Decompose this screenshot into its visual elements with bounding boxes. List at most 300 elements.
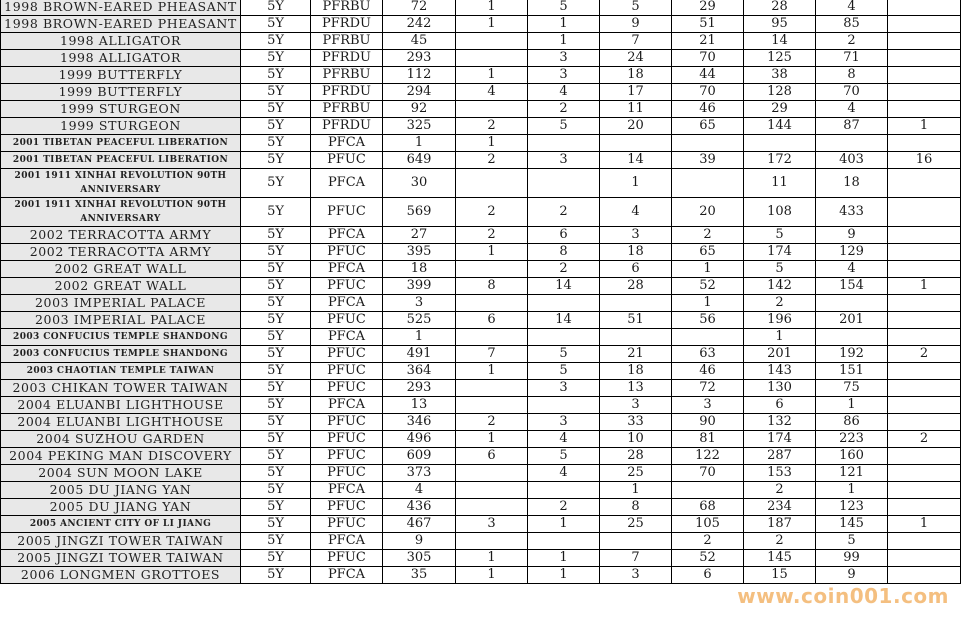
grade-col-2-cell[interactable]: 5 [528,448,600,465]
grade-col-3-cell[interactable]: 33 [600,414,672,431]
grade-col-7-cell[interactable] [888,261,961,278]
coin-name-cell[interactable]: 2004 PEKING MAN DISCOVERY [1,448,241,465]
grade-col-1-cell[interactable] [456,33,528,50]
grade-col-4-cell[interactable]: 52 [672,278,744,295]
coin-name-cell[interactable]: 1998 BROWN-EARED PHEASANT [1,0,241,16]
grade-col-7-cell[interactable] [888,33,961,50]
term-cell[interactable]: 5Y [241,227,311,244]
grade-col-3-cell[interactable]: 24 [600,50,672,67]
total-cell[interactable]: 30 [383,169,456,198]
grade-code-cell[interactable]: PFCA [311,135,383,152]
grade-col-5-cell[interactable]: 287 [744,448,816,465]
grade-col-5-cell[interactable]: 29 [744,101,816,118]
table-row[interactable] [1,261,961,278]
grade-col-1-cell[interactable] [456,533,528,550]
grade-col-1-cell[interactable] [456,397,528,414]
grade-col-6-cell[interactable]: 4 [816,0,888,16]
grade-col-4-cell[interactable]: 90 [672,414,744,431]
grade-col-7-cell[interactable] [888,465,961,482]
grade-col-4-cell[interactable]: 105 [672,516,744,533]
total-cell[interactable]: 467 [383,516,456,533]
total-cell[interactable]: 569 [383,198,456,227]
total-cell[interactable]: 293 [383,50,456,67]
term-cell[interactable]: 5Y [241,135,311,152]
coin-name-cell[interactable]: 2003 IMPERIAL PALACE [1,312,241,329]
grade-code-cell[interactable]: PFUC [311,448,383,465]
grade-col-3-cell[interactable]: 25 [600,516,672,533]
grade-col-3-cell[interactable]: 5 [600,0,672,16]
table-row[interactable] [1,363,961,380]
grade-col-5-cell[interactable]: 108 [744,198,816,227]
grade-col-3-cell[interactable]: 18 [600,363,672,380]
grade-col-7-cell[interactable] [888,198,961,227]
grade-col-5-cell[interactable]: 128 [744,84,816,101]
coin-name-cell[interactable]: 2001 TIBETAN PEACEFUL LIBERATION [1,135,241,152]
grade-col-4-cell[interactable]: 65 [672,118,744,135]
total-cell[interactable]: 27 [383,227,456,244]
grade-col-1-cell[interactable] [456,169,528,198]
grade-col-5-cell[interactable] [744,135,816,152]
grade-col-4-cell[interactable]: 52 [672,550,744,567]
table-row[interactable] [1,533,961,550]
table-row[interactable] [1,346,961,363]
grade-col-7-cell[interactable] [888,448,961,465]
grade-code-cell[interactable]: PFCA [311,567,383,584]
grade-col-7-cell[interactable]: 1 [888,516,961,533]
table-row[interactable] [1,516,961,533]
grade-col-4-cell[interactable]: 70 [672,465,744,482]
term-cell[interactable]: 5Y [241,380,311,397]
grade-col-6-cell[interactable]: 192 [816,346,888,363]
table-row[interactable] [1,244,961,261]
term-cell[interactable]: 5Y [241,244,311,261]
coin-name-cell[interactable]: 1998 ALLIGATOR [1,33,241,50]
term-cell[interactable]: 5Y [241,533,311,550]
grade-col-6-cell[interactable]: 145 [816,516,888,533]
grade-col-2-cell[interactable] [528,397,600,414]
grade-col-2-cell[interactable] [528,135,600,152]
grade-col-5-cell[interactable]: 14 [744,33,816,50]
coin-name-cell[interactable]: 2005 JINGZI TOWER TAIWAN [1,533,241,550]
coin-name-cell[interactable]: 1999 STURGEON [1,101,241,118]
grade-col-1-cell[interactable]: 8 [456,278,528,295]
grade-col-1-cell[interactable]: 1 [456,431,528,448]
grade-col-6-cell[interactable]: 8 [816,67,888,84]
total-cell[interactable]: 35 [383,567,456,584]
grade-code-cell[interactable]: PFRBU [311,67,383,84]
grade-col-7-cell[interactable] [888,567,961,584]
grade-col-1-cell[interactable]: 2 [456,198,528,227]
grade-col-1-cell[interactable] [456,261,528,278]
grade-col-6-cell[interactable]: 151 [816,363,888,380]
coin-name-cell[interactable]: 2003 CHIKAN TOWER TAIWAN [1,380,241,397]
term-cell[interactable]: 5Y [241,397,311,414]
grade-col-1-cell[interactable]: 1 [456,363,528,380]
grade-col-7-cell[interactable] [888,312,961,329]
term-cell[interactable]: 5Y [241,482,311,499]
term-cell[interactable]: 5Y [241,499,311,516]
term-cell[interactable]: 5Y [241,329,311,346]
grade-col-7-cell[interactable] [888,84,961,101]
grade-col-2-cell[interactable]: 2 [528,198,600,227]
total-cell[interactable]: 92 [383,101,456,118]
grade-col-3-cell[interactable]: 13 [600,380,672,397]
table-row[interactable] [1,227,961,244]
grade-code-cell[interactable]: PFCA [311,261,383,278]
grade-col-5-cell[interactable]: 5 [744,227,816,244]
grade-col-4-cell[interactable]: 1 [672,261,744,278]
grade-col-3-cell[interactable]: 11 [600,101,672,118]
coin-name-cell[interactable]: 2003 IMPERIAL PALACE [1,295,241,312]
grade-col-4-cell[interactable]: 21 [672,33,744,50]
grade-col-1-cell[interactable]: 3 [456,516,528,533]
grade-col-1-cell[interactable] [456,50,528,67]
grade-code-cell[interactable]: PFRBU [311,0,383,16]
grade-col-6-cell[interactable]: 201 [816,312,888,329]
grade-code-cell[interactable]: PFUC [311,363,383,380]
grade-col-6-cell[interactable]: 70 [816,84,888,101]
term-cell[interactable]: 5Y [241,50,311,67]
table-row[interactable] [1,380,961,397]
total-cell[interactable]: 45 [383,33,456,50]
term-cell[interactable]: 5Y [241,312,311,329]
grade-col-7-cell[interactable] [888,499,961,516]
grade-col-7-cell[interactable] [888,363,961,380]
grade-col-3-cell[interactable]: 8 [600,499,672,516]
grade-code-cell[interactable]: PFUC [311,198,383,227]
grade-col-2-cell[interactable]: 2 [528,101,600,118]
grade-col-7-cell[interactable] [888,295,961,312]
grade-col-6-cell[interactable]: 2 [816,33,888,50]
grade-col-7-cell[interactable] [888,329,961,346]
grade-col-5-cell[interactable]: 143 [744,363,816,380]
grade-col-5-cell[interactable]: 38 [744,67,816,84]
grade-col-2-cell[interactable]: 5 [528,363,600,380]
grade-col-4-cell[interactable]: 6 [672,567,744,584]
grade-col-5-cell[interactable]: 187 [744,516,816,533]
grade-col-2-cell[interactable]: 8 [528,244,600,261]
grade-code-cell[interactable]: PFRBU [311,33,383,50]
table-row[interactable] [1,567,961,584]
table-row[interactable] [1,499,961,516]
grade-code-cell[interactable]: PFCA [311,295,383,312]
grade-col-7-cell[interactable]: 2 [888,346,961,363]
grade-col-3-cell[interactable] [600,533,672,550]
grade-col-2-cell[interactable] [528,482,600,499]
grade-code-cell[interactable]: PFUC [311,516,383,533]
grade-col-1-cell[interactable]: 7 [456,346,528,363]
total-cell[interactable]: 609 [383,448,456,465]
grade-col-4-cell[interactable]: 39 [672,152,744,169]
grade-col-3-cell[interactable]: 3 [600,567,672,584]
term-cell[interactable]: 5Y [241,295,311,312]
grade-col-2-cell[interactable]: 5 [528,346,600,363]
grade-col-4-cell[interactable]: 2 [672,533,744,550]
table-row[interactable] [1,312,961,329]
grade-col-1-cell[interactable] [456,329,528,346]
grade-col-2-cell[interactable]: 1 [528,567,600,584]
grade-col-5-cell[interactable]: 174 [744,431,816,448]
grade-col-2-cell[interactable]: 1 [528,516,600,533]
grade-col-1-cell[interactable] [456,482,528,499]
term-cell[interactable]: 5Y [241,516,311,533]
table-row[interactable] [1,448,961,465]
table-row[interactable] [1,169,961,198]
grade-col-3-cell[interactable] [600,329,672,346]
table-row[interactable] [1,0,961,16]
coin-name-cell[interactable]: 2001 1911 XINHAI REVOLUTION 90TH ANNIVERSARY [1,198,241,227]
term-cell[interactable]: 5Y [241,414,311,431]
coin-name-cell[interactable]: 2005 ANCIENT CITY OF LI JIANG [1,516,241,533]
grade-col-4-cell[interactable]: 44 [672,67,744,84]
grade-col-6-cell[interactable]: 18 [816,169,888,198]
total-cell[interactable]: 496 [383,431,456,448]
grade-col-4-cell[interactable]: 1 [672,295,744,312]
grade-col-5-cell[interactable]: 1 [744,329,816,346]
grade-col-6-cell[interactable]: 1 [816,397,888,414]
grade-col-4-cell[interactable]: 72 [672,380,744,397]
grade-col-6-cell[interactable]: 121 [816,465,888,482]
grade-col-6-cell[interactable]: 129 [816,244,888,261]
grade-col-4-cell[interactable]: 70 [672,50,744,67]
total-cell[interactable]: 373 [383,465,456,482]
grade-col-1-cell[interactable]: 1 [456,550,528,567]
grade-col-4-cell[interactable] [672,135,744,152]
total-cell[interactable]: 1 [383,135,456,152]
grade-col-6-cell[interactable] [816,329,888,346]
grade-col-3-cell[interactable]: 21 [600,346,672,363]
table-row[interactable] [1,550,961,567]
term-cell[interactable]: 5Y [241,550,311,567]
grade-col-2-cell[interactable]: 6 [528,227,600,244]
term-cell[interactable]: 5Y [241,0,311,16]
grade-col-7-cell[interactable] [888,169,961,198]
grade-code-cell[interactable]: PFRDU [311,16,383,33]
grade-code-cell[interactable]: PFUC [311,499,383,516]
grade-code-cell[interactable]: PFCA [311,533,383,550]
grade-col-5-cell[interactable]: 5 [744,261,816,278]
grade-col-5-cell[interactable]: 11 [744,169,816,198]
coin-name-cell[interactable]: 2002 TERRACOTTA ARMY [1,227,241,244]
grade-col-3-cell[interactable]: 1 [600,482,672,499]
grade-col-1-cell[interactable]: 2 [456,414,528,431]
grade-col-7-cell[interactable] [888,67,961,84]
coin-name-cell[interactable]: 2002 GREAT WALL [1,278,241,295]
grade-col-5-cell[interactable]: 201 [744,346,816,363]
table-row[interactable] [1,465,961,482]
table-row[interactable] [1,278,961,295]
total-cell[interactable]: 364 [383,363,456,380]
coin-name-cell[interactable]: 2003 CONFUCIUS TEMPLE SHANDONG [1,329,241,346]
coin-name-cell[interactable]: 2003 CONFUCIUS TEMPLE SHANDONG [1,346,241,363]
term-cell[interactable]: 5Y [241,448,311,465]
table-row[interactable] [1,135,961,152]
table-row[interactable] [1,397,961,414]
grade-col-7-cell[interactable]: 1 [888,118,961,135]
grade-col-6-cell[interactable]: 223 [816,431,888,448]
grade-col-3-cell[interactable]: 17 [600,84,672,101]
coin-name-cell[interactable]: 1998 BROWN-EARED PHEASANT [1,16,241,33]
grade-col-7-cell[interactable] [888,550,961,567]
grade-col-1-cell[interactable]: 1 [456,567,528,584]
grade-col-6-cell[interactable] [816,135,888,152]
grade-col-3-cell[interactable]: 6 [600,261,672,278]
grade-col-7-cell[interactable] [888,16,961,33]
table-row[interactable] [1,482,961,499]
grade-col-2-cell[interactable]: 4 [528,84,600,101]
table-row[interactable] [1,152,961,169]
table-row[interactable] [1,84,961,101]
total-cell[interactable]: 3 [383,295,456,312]
grade-col-3-cell[interactable]: 18 [600,244,672,261]
table-row[interactable] [1,431,961,448]
grade-col-1-cell[interactable]: 1 [456,67,528,84]
grade-col-2-cell[interactable]: 3 [528,50,600,67]
coin-name-cell[interactable]: 2005 DU JIANG YAN [1,499,241,516]
total-cell[interactable]: 9 [383,533,456,550]
grade-col-2-cell[interactable]: 2 [528,261,600,278]
grade-col-3-cell[interactable]: 3 [600,397,672,414]
total-cell[interactable]: 436 [383,499,456,516]
grade-col-2-cell[interactable]: 14 [528,312,600,329]
grade-col-7-cell[interactable]: 16 [888,152,961,169]
term-cell[interactable]: 5Y [241,278,311,295]
grade-col-4-cell[interactable]: 56 [672,312,744,329]
total-cell[interactable]: 4 [383,482,456,499]
grade-col-1-cell[interactable]: 1 [456,244,528,261]
coin-name-cell[interactable]: 1999 BUTTERFLY [1,67,241,84]
coin-name-cell[interactable]: 2005 JINGZI TOWER TAIWAN [1,550,241,567]
grade-col-3-cell[interactable] [600,295,672,312]
grade-col-5-cell[interactable]: 174 [744,244,816,261]
grade-col-2-cell[interactable] [528,533,600,550]
grade-col-3-cell[interactable]: 10 [600,431,672,448]
grade-col-7-cell[interactable] [888,227,961,244]
grade-col-4-cell[interactable] [672,482,744,499]
grade-col-2-cell[interactable]: 3 [528,414,600,431]
grade-code-cell[interactable]: PFUC [311,312,383,329]
table-row[interactable] [1,414,961,431]
grade-code-cell[interactable]: PFUC [311,465,383,482]
grade-code-cell[interactable]: PFRDU [311,118,383,135]
term-cell[interactable]: 5Y [241,567,311,584]
total-cell[interactable]: 294 [383,84,456,101]
table-row[interactable] [1,295,961,312]
table-row[interactable] [1,33,961,50]
coin-name-cell[interactable]: 2005 DU JIANG YAN [1,482,241,499]
grade-code-cell[interactable]: PFRBU [311,101,383,118]
term-cell[interactable]: 5Y [241,431,311,448]
grade-col-2-cell[interactable]: 4 [528,431,600,448]
grade-col-4-cell[interactable]: 46 [672,101,744,118]
grade-code-cell[interactable]: PFCA [311,227,383,244]
grade-col-1-cell[interactable]: 1 [456,16,528,33]
term-cell[interactable]: 5Y [241,67,311,84]
coin-name-cell[interactable]: 2004 ELUANBI LIGHTHOUSE [1,397,241,414]
grade-col-6-cell[interactable]: 154 [816,278,888,295]
grade-col-1-cell[interactable]: 1 [456,0,528,16]
grade-col-6-cell[interactable]: 160 [816,448,888,465]
grade-col-2-cell[interactable]: 1 [528,550,600,567]
grade-col-6-cell[interactable] [816,295,888,312]
grade-col-5-cell[interactable]: 6 [744,397,816,414]
grade-col-1-cell[interactable]: 2 [456,152,528,169]
grade-col-2-cell[interactable]: 5 [528,118,600,135]
coin-name-cell[interactable]: 2001 1911 XINHAI REVOLUTION 90TH ANNIVERSARY [1,169,241,198]
coin-name-cell[interactable]: 2002 TERRACOTTA ARMY [1,244,241,261]
table-row[interactable] [1,50,961,67]
grade-col-4-cell[interactable]: 29 [672,0,744,16]
grade-code-cell[interactable]: PFUC [311,152,383,169]
grade-col-4-cell[interactable]: 63 [672,346,744,363]
grade-code-cell[interactable]: PFUC [311,380,383,397]
grade-col-2-cell[interactable]: 1 [528,33,600,50]
grade-col-6-cell[interactable]: 75 [816,380,888,397]
grade-col-5-cell[interactable]: 125 [744,50,816,67]
grade-col-1-cell[interactable]: 4 [456,84,528,101]
coin-name-cell[interactable]: 2004 SUZHOU GARDEN [1,431,241,448]
grade-col-3-cell[interactable]: 7 [600,550,672,567]
grade-col-4-cell[interactable]: 20 [672,198,744,227]
term-cell[interactable]: 5Y [241,261,311,278]
grade-col-7-cell[interactable] [888,380,961,397]
grade-col-6-cell[interactable]: 123 [816,499,888,516]
term-cell[interactable]: 5Y [241,118,311,135]
grade-col-1-cell[interactable]: 6 [456,448,528,465]
grade-col-5-cell[interactable]: 2 [744,295,816,312]
grade-col-3-cell[interactable]: 51 [600,312,672,329]
grade-col-3-cell[interactable]: 9 [600,16,672,33]
grade-col-4-cell[interactable]: 3 [672,397,744,414]
total-cell[interactable]: 13 [383,397,456,414]
grade-col-1-cell[interactable] [456,295,528,312]
grade-col-5-cell[interactable]: 2 [744,482,816,499]
grade-code-cell[interactable]: PFRDU [311,50,383,67]
grade-col-5-cell[interactable]: 142 [744,278,816,295]
table-row[interactable] [1,198,961,227]
grade-col-5-cell[interactable]: 15 [744,567,816,584]
grade-code-cell[interactable]: PFCA [311,329,383,346]
total-cell[interactable]: 72 [383,0,456,16]
total-cell[interactable]: 649 [383,152,456,169]
grade-col-6-cell[interactable]: 9 [816,227,888,244]
term-cell[interactable]: 5Y [241,152,311,169]
grade-col-1-cell[interactable] [456,499,528,516]
grade-col-2-cell[interactable] [528,329,600,346]
grade-col-4-cell[interactable]: 51 [672,16,744,33]
term-cell[interactable]: 5Y [241,101,311,118]
grade-col-5-cell[interactable]: 172 [744,152,816,169]
grade-col-7-cell[interactable] [888,244,961,261]
grade-col-1-cell[interactable]: 2 [456,118,528,135]
term-cell[interactable]: 5Y [241,169,311,198]
grade-col-5-cell[interactable]: 130 [744,380,816,397]
grade-code-cell[interactable]: PFCA [311,169,383,198]
grade-col-4-cell[interactable]: 68 [672,499,744,516]
grade-col-3-cell[interactable]: 28 [600,448,672,465]
coin-name-cell[interactable]: 2004 ELUANBI LIGHTHOUSE [1,414,241,431]
grade-col-7-cell[interactable] [888,482,961,499]
coin-name-cell[interactable]: 2002 GREAT WALL [1,261,241,278]
grade-col-4-cell[interactable]: 2 [672,227,744,244]
grade-col-6-cell[interactable]: 1 [816,482,888,499]
grade-col-6-cell[interactable]: 403 [816,152,888,169]
grade-col-7-cell[interactable] [888,533,961,550]
grade-col-6-cell[interactable]: 433 [816,198,888,227]
grade-col-2-cell[interactable]: 5 [528,0,600,16]
grade-col-3-cell[interactable]: 7 [600,33,672,50]
grade-code-cell[interactable]: PFUC [311,346,383,363]
